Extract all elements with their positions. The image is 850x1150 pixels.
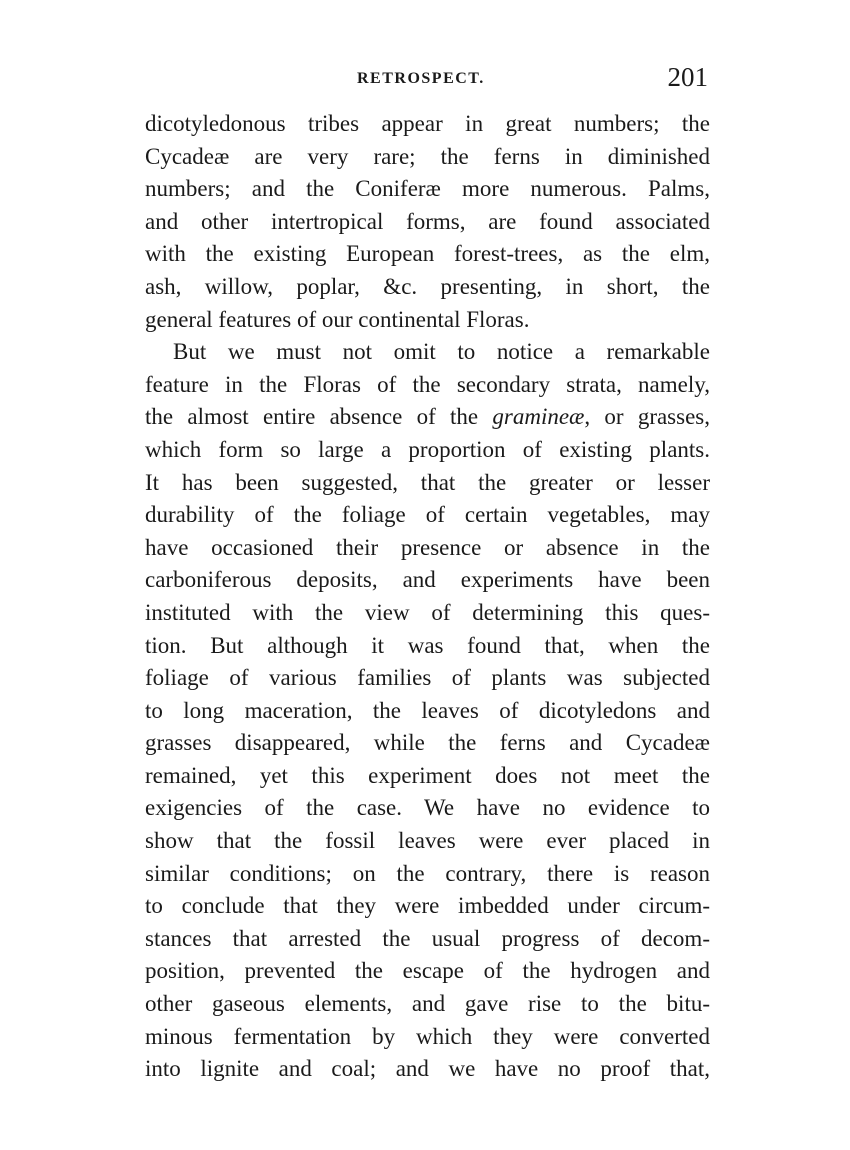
text-line: general features of our continental Floras. (145, 306, 530, 332)
text-line: Cycadeæ are very rare; the ferns in diminished (145, 143, 710, 169)
text-line: It has been suggested, that the greater or lesser (145, 469, 710, 495)
text-line: But we must not omit to notice a remarkable (173, 339, 710, 365)
page-number: 201 (667, 62, 708, 92)
text-line: instituted with the view of determining this ques- (145, 599, 710, 625)
running-title: RETROSPECT. (357, 70, 485, 87)
text-line: ash, willow, poplar, &c. presenting, in short, the (145, 273, 710, 299)
running-head (145, 62, 710, 98)
text-line: grasses disappeared, while the ferns and Cycadeæ (145, 730, 710, 756)
text-line: position, prevented the escape of the hydrogen and (145, 958, 710, 984)
text-line: carboniferous deposits, and experiments have been (145, 567, 710, 593)
text-line: stances that arrested the usual progress of decom- (145, 925, 710, 951)
text-line: remained, yet this experiment does not meet the (145, 762, 710, 788)
text-line: to conclude that they were imbedded under circum- (145, 893, 710, 919)
text-line: similar conditions; on the contrary, there is reason (145, 860, 710, 886)
text-line: show that the fossil leaves were ever placed in (145, 828, 710, 854)
text-line: to long maceration, the leaves of dicotyledons and (145, 697, 710, 723)
text-line: with the existing European forest-trees, as the elm, (145, 241, 710, 267)
text-line: other gaseous elements, and gave rise to the bitu- (145, 991, 710, 1017)
text-line: exigencies of the case. We have no evidence to (145, 795, 710, 821)
text-run: the almost entire absence of the (145, 404, 493, 430)
text-line: into lignite and coal; and we have no proof that, (145, 1056, 710, 1082)
text-line: have occasioned their presence or absence in the (145, 534, 710, 560)
text-line: numbers; and the Coniferæ more numerous. Palms, (145, 176, 710, 202)
text-line: minous fermentation by which they were converted (145, 1023, 710, 1049)
text-line: durability of the foliage of certain vegetables, may (145, 502, 710, 528)
text-line: foliage of various families of plants was subjected (145, 665, 710, 691)
text-line-with-italic (145, 401, 710, 434)
text-run: , or grasses, (584, 404, 710, 430)
text-line: dicotyledonous tribes appear in great numbers; the (145, 111, 710, 136)
body-text (145, 108, 710, 1086)
italic-term: gramineæ (492, 404, 585, 430)
text-line: which form so large a proportion of existing plants. (145, 436, 710, 462)
text-line: and other intertropical forms, are found associated (145, 208, 710, 234)
text-line: feature in the Floras of the secondary strata, namely, (145, 371, 710, 397)
text-line: tion. But although it was found that, when the (145, 632, 710, 658)
